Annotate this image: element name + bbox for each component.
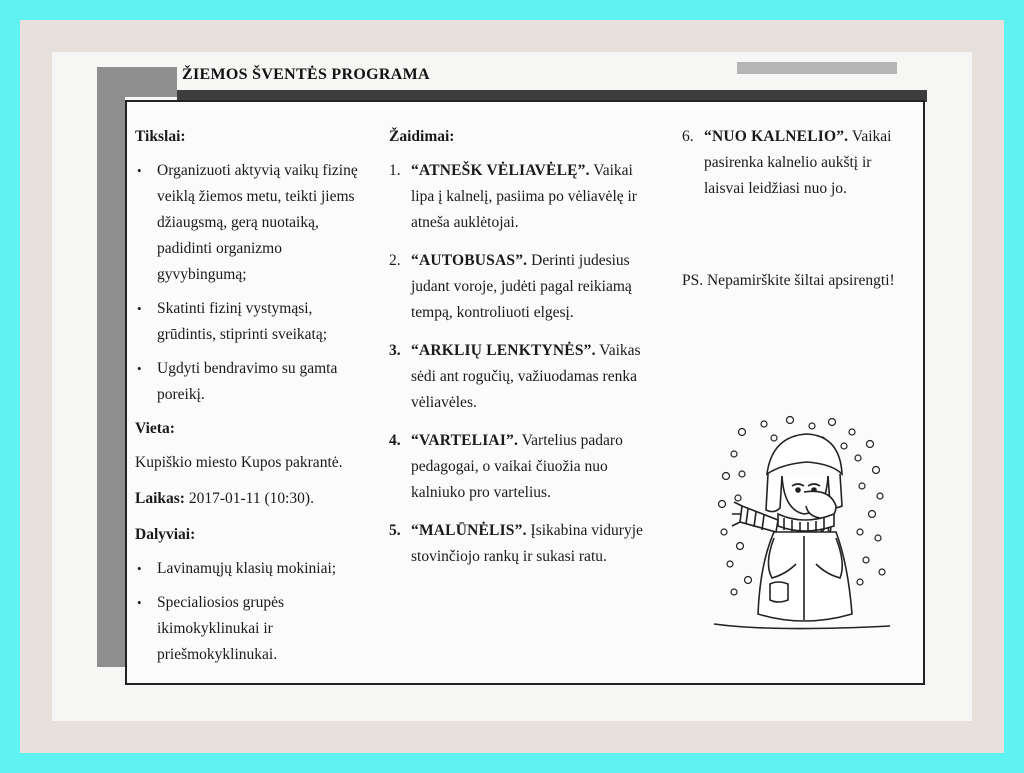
game-item	[389, 158, 651, 236]
ps-note: PS. Nepamirškite šiltai apsirengti!	[682, 272, 895, 289]
list-item: • Organizuoti aktyvią vaikų fizinę veiklą žiemos metu, teikti jiems džiaugsmą, gerą nuotaiką, padidinti organizmo gyvybingumą;	[135, 158, 371, 288]
time-label: Laikas:	[135, 490, 185, 507]
game-title: “ATNEŠK VĖLIAVĖLĘ”.	[411, 162, 590, 179]
place-text: Kupiškio miesto Kupos pakrantė.	[135, 454, 343, 471]
game-text: Vaikai lipa į kalnelį, pasiima po vėliavėlę ir atneša auklėtojai.	[411, 162, 637, 231]
list-item: • Skatinti fizinį vystymąsi, grūdintis, stiprinti sveikatą;	[135, 296, 371, 348]
program-panel	[125, 100, 925, 685]
game-title: “MALŪNĖLIS”.	[411, 522, 527, 539]
goals-list	[135, 158, 371, 408]
game-number: 4.	[389, 432, 401, 449]
shadow-corner	[97, 67, 177, 97]
games-heading: Žaidimai:	[389, 128, 455, 145]
game-number: 3.	[389, 342, 401, 359]
list-item: • Ugdyti bendravimo su gamta poreikį.	[135, 356, 371, 408]
game-title: “NUO KALNELIO”.	[704, 128, 849, 145]
goals-heading: Tikslai:	[135, 128, 186, 145]
game-item	[389, 248, 651, 326]
time-value: 2017-01-11 (10:30).	[184, 490, 314, 507]
game-number: 5.	[389, 522, 401, 539]
game-text: Vartelius padaro pedagogai, o vaikai čiuožia nuo kalniuko pro vartelius.	[411, 432, 623, 501]
list-item: • Lavinamųjų klasių mokiniai;	[135, 556, 371, 582]
column-left	[135, 124, 371, 676]
list-item: • Specialiosios grupės ikimokyklinukai ir priešmokyklinukai.	[135, 590, 371, 668]
game-item	[389, 518, 651, 570]
game-item	[389, 428, 651, 506]
game-text: Vaikas sėdi ant rogučių, važiuodamas renka vėliavėles.	[411, 342, 641, 411]
cold-man-icon	[712, 414, 892, 644]
participants-list	[135, 556, 371, 668]
games-list-continued	[682, 124, 907, 202]
column-middle	[389, 124, 651, 582]
game-text: Derinti judesius judant voroje, judėti pagal reikiamą tempą, kontroliuoti elgesį.	[411, 252, 632, 321]
game-number: 6.	[682, 128, 694, 145]
shadow-band	[97, 67, 125, 667]
game-number: 1.	[389, 162, 401, 179]
game-text: Vaikai pasirenka kalnelio aukštį ir laisvai leidžiasi nuo jo.	[704, 128, 892, 197]
games-list	[389, 158, 651, 570]
scanned-page	[52, 52, 972, 721]
game-title: “AUTOBUSAS”.	[411, 252, 528, 269]
game-text: Įsikabina viduryje stovinčiojo rankų ir sukasi ratu.	[411, 522, 643, 565]
game-title: “VARTELIAI”.	[411, 432, 519, 449]
game-item	[682, 124, 907, 202]
game-item	[389, 338, 651, 416]
game-title: “ARKLIŲ LENKTYNĖS”.	[411, 342, 596, 359]
place-heading: Vieta:	[135, 420, 175, 437]
game-number: 2.	[389, 252, 401, 269]
time-line	[135, 486, 371, 512]
column-right	[682, 124, 907, 294]
gray-bar	[737, 62, 897, 74]
participants-heading: Dalyviai:	[135, 526, 196, 543]
document-title: ŽIEMOS ŠVENTĖS PROGRAMA	[182, 66, 430, 83]
